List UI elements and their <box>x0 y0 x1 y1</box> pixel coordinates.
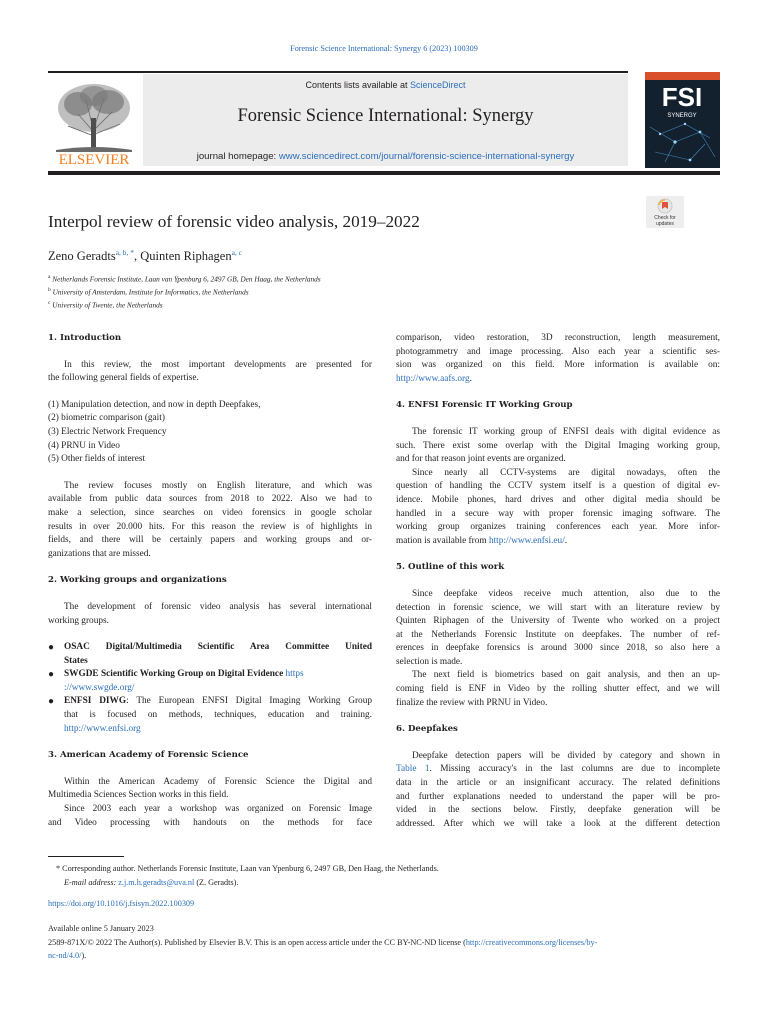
list-item-text: : The European ENFSI Digital Imaging Working Group <box>126 696 372 707</box>
homepage-label: journal homepage: <box>196 151 279 162</box>
enfsi-link[interactable]: http://www.enfsi.org <box>64 723 141 734</box>
email-link[interactable]: z.j.m.h.geradts@uva.nl <box>118 878 195 887</box>
paragraph <box>48 776 372 803</box>
paragraph <box>48 359 372 386</box>
elsevier-wordmark: ELSEVIER <box>58 152 130 166</box>
section-heading: 4. ENFSI Forensic IT Working Group <box>396 400 573 411</box>
list-item <box>48 641 372 668</box>
text-line: Multimedia Sciences Section works in this field. <box>48 790 229 801</box>
text-line: fields, and there will be certainly papers and working groups and or- <box>48 535 372 546</box>
text-line: and for that reason joint events are organized. <box>396 454 566 465</box>
text-line: sion was organized on this field. More information is available on: <box>396 360 720 371</box>
email-owner: (Z. Geradts). <box>196 878 239 887</box>
swgde-link[interactable]: https <box>285 669 304 680</box>
list-item <box>48 695 372 736</box>
text-line: Quinten Riphagen of the University of Twente who worked on a project <box>396 616 720 627</box>
footnote-mark: * <box>56 864 61 873</box>
journal-title: Forensic Science International: Synergy <box>237 106 534 126</box>
affiliation-mark: a <box>48 274 51 280</box>
list-item-title: ENFSI DIWG <box>64 696 127 707</box>
text-line: Since nearly all CCTV-systems are digital nowadays, often the <box>412 467 720 478</box>
author-separator: , <box>134 249 141 264</box>
paragraph <box>48 601 372 628</box>
section-heading: 5. Outline of this work <box>396 562 505 573</box>
elsevier-tree-icon <box>48 74 140 166</box>
affiliation-mark: c <box>48 299 51 306</box>
punctuation: . <box>469 373 472 384</box>
text-span: . Missing accuracy's in the last columns are due to incomplete <box>429 764 720 775</box>
text-line: make a selection, since searches on video forensics in google scholar <box>48 507 372 518</box>
list-item: (5) Other fields of interest <box>48 454 146 465</box>
bullet-icon: ● <box>48 669 55 681</box>
author-list <box>48 248 242 264</box>
check-updates-icon <box>646 196 684 228</box>
email-label: E-mail address: <box>64 878 117 887</box>
affiliation-text: University of Amsterdam, Institute for Informatics, the Netherlands <box>52 287 249 297</box>
header-bottom-rule <box>48 171 720 175</box>
text-line: States <box>64 655 88 666</box>
text-line: and further explanations needed to understand the paper will be pro- <box>396 791 720 802</box>
paragraph <box>396 426 720 467</box>
text-line: results in over 20.000 hits. For this reason the review is of highlights in <box>48 521 372 532</box>
paragraph <box>48 803 372 830</box>
cover-subtitle: SYNERGY <box>667 113 697 119</box>
list-item: (1) Manipulation detection, and now in depth Deepfakes, <box>48 399 261 410</box>
author-name[interactable]: Quinten Riphagen <box>140 249 232 264</box>
text-line: detection in forensic science, we will start with an literature review by <box>396 602 720 613</box>
footnote-rule <box>48 856 124 857</box>
table-1-link[interactable]: Table 1 <box>396 764 430 775</box>
list-item-title: SWGDE Scientific Working Group on Digital Evidence <box>64 669 284 680</box>
contents-label: Contents lists available at <box>305 80 411 90</box>
paragraph <box>396 467 720 549</box>
text-line: the following general fields of expertise. <box>48 373 199 384</box>
text-line: ganizations that are missed. <box>48 548 151 559</box>
available-online: Available online 5 January 2023 <box>48 924 154 933</box>
organizations-list <box>48 641 372 736</box>
paragraph <box>396 588 720 670</box>
list-item <box>48 668 372 695</box>
list-item: (4) PRNU in Video <box>48 440 120 451</box>
badge-text-2: updates <box>656 221 674 227</box>
text-line: and Video processing with handouts on the methods for face <box>48 817 372 828</box>
section-heading: 1. Introduction <box>48 333 122 343</box>
license-link[interactable]: nc-nd/4.0/ <box>48 950 82 960</box>
paragraph <box>48 480 372 562</box>
text-line: working groups. <box>48 615 109 626</box>
text-span: mation is available from <box>396 535 489 546</box>
text-line: The forensic IT working group of ENFSI deals with digital evidence as <box>412 426 720 437</box>
journal-cover-thumbnail[interactable] <box>645 72 720 168</box>
license-text: ). <box>81 950 87 960</box>
left-column <box>48 332 372 830</box>
swgde-link[interactable]: ://www.swgde.org/ <box>64 682 135 693</box>
paragraph <box>396 750 720 832</box>
text-line: such. There exist some overlap with the Digital Imaging working group, <box>396 440 720 451</box>
fields-list <box>48 399 372 467</box>
text-line: coming field is ENF in Video by the rolling shutter effect, and we will <box>396 684 720 695</box>
text-line: selection is made. <box>396 656 463 667</box>
section-heading: 2. Working groups and organizations <box>48 575 227 586</box>
text-line: at the Netherlands Forensic Institute on deepfakes. The number of ref- <box>396 629 720 640</box>
text-line: erences in deepfake forensics is around 3000 since 2018, so also here a <box>396 643 720 654</box>
paragraph <box>396 332 720 386</box>
text-line: photogrammetry and image processing. Also each year a scientific ses- <box>396 346 720 357</box>
text-line: The development of forensic video analysis has several international <box>64 601 372 612</box>
text-line: comparison, video restoration, 3D reconstruction, length measurement, <box>396 333 720 343</box>
text-line: Within the American Academy of Forensic Science the Digital and <box>64 776 372 787</box>
text-line: In this review, the most important developments are presented for <box>64 359 372 370</box>
affiliation-item <box>48 285 321 298</box>
text-line: question of handling the CCTV system itself is a question of digital ev- <box>396 481 720 492</box>
text-line: Since deepfake videos receive much attention, also due to the <box>412 588 720 599</box>
elsevier-logo[interactable] <box>48 74 140 166</box>
author-affiliation-marks[interactable]: a, b, * <box>115 248 135 257</box>
right-column <box>396 332 720 831</box>
badge-text-1: Check for <box>654 215 676 221</box>
section-heading: 3. American Academy of Forensic Science <box>48 750 249 761</box>
enfsi-eu-link[interactable]: http://www.enfsi.eu/ <box>488 535 565 546</box>
journal-homepage <box>143 151 628 162</box>
check-for-updates-badge[interactable] <box>646 196 684 228</box>
list-item: (3) Electric Network Frequency <box>48 426 167 437</box>
punctuation: . <box>564 535 568 546</box>
text-line: handled in a secure way with proper forensic imaging software. The <box>396 508 720 519</box>
journal-homepage-link[interactable]: www.sciencedirect.com/journal/forensic-science-international-synergy <box>278 151 575 162</box>
text-line: finalize the review with PRNU in Video. <box>396 697 548 708</box>
license-text: 2589-871X/© 2022 The Author(s). Published by Elsevier B.V. This is an open access article under the CC BY-NC-ND license ( <box>48 938 466 947</box>
contents-line <box>143 80 628 90</box>
cover-graphic <box>645 72 720 168</box>
affiliations <box>48 272 321 311</box>
text-line: Since 2003 each year a workshop was organized on Forensic Image <box>64 804 372 815</box>
list-item: (2) biometric comparison (gait) <box>48 413 165 424</box>
author-affiliation-marks[interactable]: a, c <box>231 248 243 257</box>
license-link[interactable]: http://creativecommons.org/licenses/by- <box>465 938 598 947</box>
text-line: The next field is biometrics based on gait analysis, and then an up- <box>412 670 720 681</box>
text-line: OSAC Digital/Multimedia Scientific Area Committee United <box>64 642 372 653</box>
paragraph <box>396 669 720 710</box>
affiliation-text: Netherlands Forensic Institute, Laan van Ypenburg 6, 2497 GB, Den Haag, the Netherlands <box>52 274 321 284</box>
text-line: addressed. After which we will take a look at the different detection <box>396 818 720 829</box>
email-footnote <box>64 878 724 887</box>
cover-acronym: FSI <box>661 82 703 112</box>
doi-line <box>48 899 194 908</box>
affiliation-item <box>48 298 321 311</box>
sciencedirect-link[interactable]: ScienceDirect <box>410 80 466 90</box>
section-heading: 6. Deepfakes <box>396 724 458 735</box>
text-line: vided in the sections below. Firstly, deepfake generation will be <box>396 805 720 816</box>
affiliation-item <box>48 272 321 285</box>
doi-link[interactable]: https://doi.org/10.1016/j.fsisyn.2022.100309 <box>48 899 195 908</box>
header-top-rule <box>48 71 628 73</box>
text-line: available from public data sources from 2018 to 2022. Also we had to <box>48 494 372 505</box>
corresponding-author-footnote <box>56 864 716 873</box>
text-line: data in the article or an insignificant accuracy. The related definitions <box>396 778 720 789</box>
text-line: idence. Mobile phones, hard drives and other digital media should be <box>396 494 720 505</box>
text-line: The review focuses mostly on English literature, and which was <box>64 480 372 491</box>
license-statement <box>48 937 728 962</box>
text-line: working group organizes training conferences each year. More infor- <box>396 522 720 533</box>
text-line: that is focused on methods, techniques, education and training. <box>64 710 372 721</box>
affiliation-text: University of Twente, the Netherlands <box>52 300 163 310</box>
footnote-text: Corresponding author. Netherlands Forensic Institute, Laan van Ypenburg 6, 2497 GB, Den Haag, the Netherlands. <box>62 864 439 873</box>
affiliation-mark: b <box>48 286 51 293</box>
running-head[interactable]: Forensic Science International: Synergy 6 (2023) 100309 <box>290 44 478 53</box>
article-title: Interpol review of forensic video analysis, 2019–2022 <box>48 212 420 231</box>
bullet-icon: ● <box>48 696 55 708</box>
text-line: Deepfake detection papers will be divided by category and shown in <box>412 750 720 761</box>
aafs-link[interactable]: http://www.aafs.org <box>396 373 470 384</box>
bullet-icon: ● <box>48 642 55 654</box>
author-name[interactable]: Zeno Geradts <box>48 249 116 264</box>
